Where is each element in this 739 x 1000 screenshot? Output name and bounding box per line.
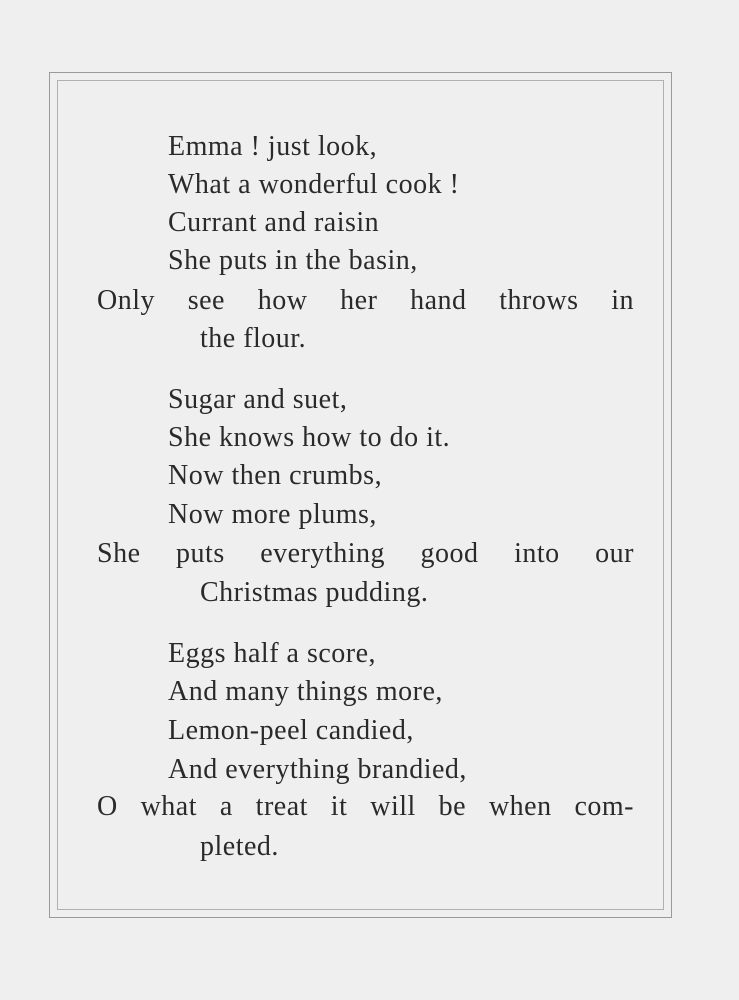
poem-line: She puts everything good into our [97,538,634,569]
poem-line: Emma ! just look, [168,131,378,162]
poem-line: Now more plums, [168,499,377,530]
poem-line: Lemon-peel candied, [168,715,414,746]
poem-line: Eggs half a score, [168,638,377,669]
poem-line: Currant and raisin [168,207,380,238]
poem-line: She knows how to do it. [168,422,451,453]
poem-line-continuation: Christmas pudding. [200,577,429,608]
poem-line: Now then crumbs, [168,460,383,491]
poem-line: And everything brandied, [168,754,467,785]
poem-line-continuation: the flour. [200,323,307,354]
poem-line: And many things more, [168,676,443,707]
poem-line: Only see how her hand throws in [97,285,634,316]
poem-line: Sugar and suet, [168,384,348,415]
poem-line: O what a treat it will be when com- [97,791,634,822]
poem-line: What a wonderful cook ! [168,169,460,200]
poem-line: She puts in the basin, [168,245,418,276]
poem-line-continuation: pleted. [200,831,279,862]
